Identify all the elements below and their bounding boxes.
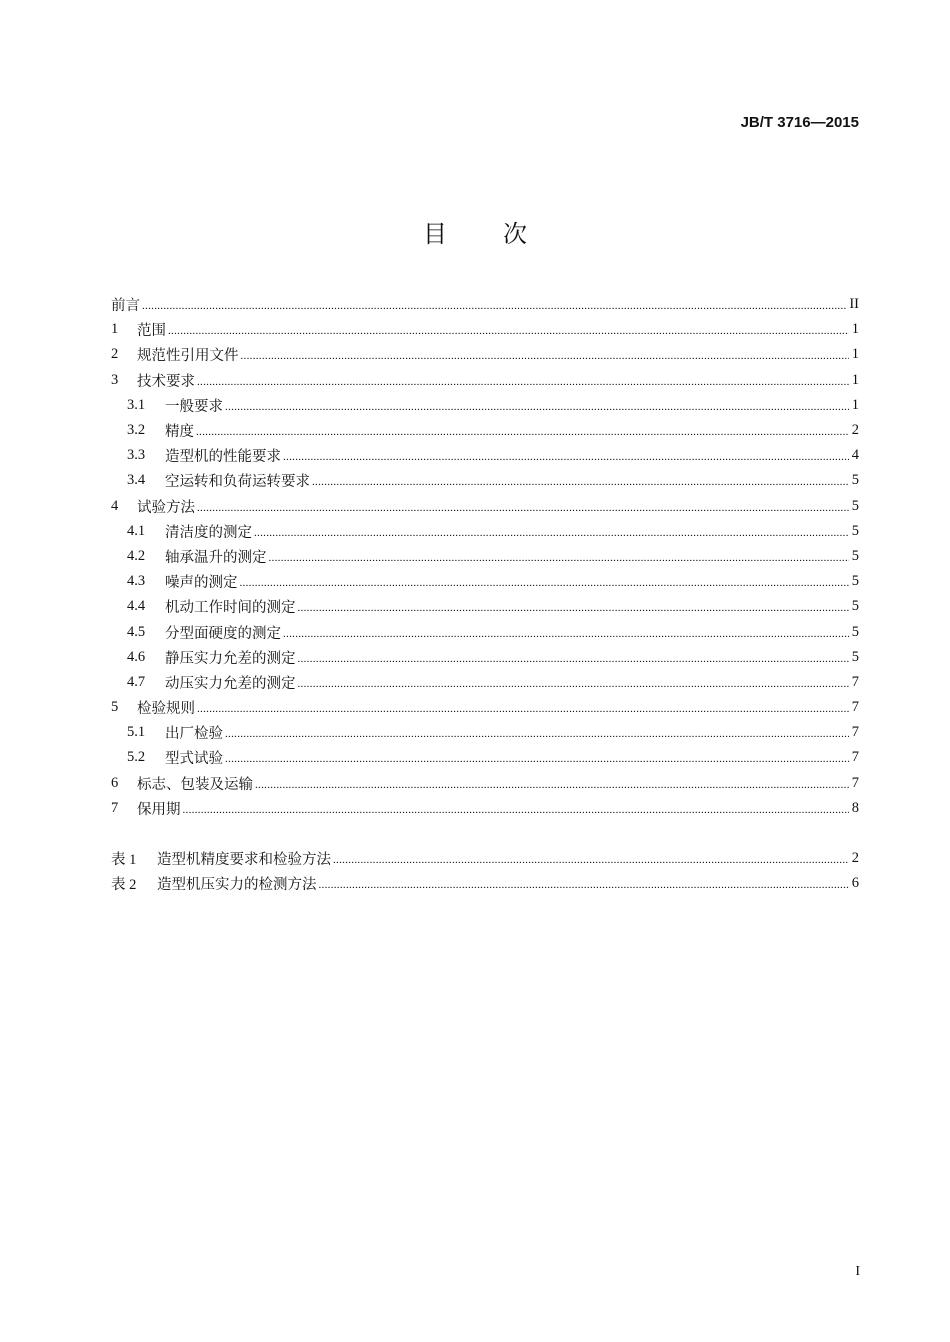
toc-entry[interactable] [111,393,859,418]
page-title [0,214,950,249]
entry-number: 5.1 [127,724,146,741]
toc-entry[interactable] [111,796,859,821]
entry-page: 7 [851,673,859,690]
entry-number: 4.3 [127,573,146,590]
entry-title: 保用期 [137,801,181,818]
dot-leader [225,725,849,742]
entry-page: 1 [851,371,859,388]
entry-number: 4.4 [127,598,146,615]
entry-title: 分型面硬度的测定 [165,625,281,642]
toc-entry[interactable] [111,645,859,670]
entry-page: 1 [851,321,859,338]
entry-number: 5 [111,699,119,716]
entry-title: 检验规则 [137,701,195,718]
entry-page: 5 [851,522,859,539]
entry-number: 4.6 [127,648,146,665]
dot-leader [225,398,849,415]
entry-page: 1 [851,346,859,363]
entry-title: 动压实力允差的测定 [165,675,296,692]
toc-entry[interactable] [111,317,859,342]
standard-number: JB/T 3716—2015 [740,114,859,131]
dot-leader [283,625,849,642]
toc-entry[interactable] [111,494,859,519]
entry-title: 精度 [165,424,194,441]
toc-entry[interactable] [111,292,859,317]
spacer [111,821,859,846]
entry-page: 5 [851,598,859,615]
entry-page: 5 [851,472,859,489]
toc-entry[interactable] [111,443,859,468]
entry-title: 造型机的性能要求 [165,449,281,466]
toc-entry[interactable] [111,468,859,493]
entry-number: 7 [111,799,119,816]
dot-leader [196,423,849,440]
entry-number: 4.1 [127,522,146,539]
entry-page: 7 [851,749,859,766]
entry-number: 3.2 [127,422,146,439]
entry-page: 5 [851,623,859,640]
entry-title: 型式试验 [165,751,223,768]
dot-leader [142,297,847,314]
dot-leader [240,574,850,591]
toc-entry[interactable] [111,544,859,569]
toc-entry[interactable] [111,368,859,393]
toc-entry[interactable] [111,771,859,796]
toc-entry[interactable] [111,670,859,695]
entry-title: 一般要求 [165,398,223,415]
toc-entry[interactable] [111,418,859,443]
toc-entry[interactable] [111,342,859,367]
entry-page: 4 [851,447,859,464]
entry-page: 7 [851,724,859,741]
dot-leader [269,549,850,566]
entry-page: 2 [851,850,859,867]
entry-number: 2 [111,346,119,363]
entry-title: 标志、包装及运输 [137,776,253,793]
dot-leader [225,750,849,767]
entry-page: 1 [851,396,859,413]
entry-number: 3.3 [127,447,146,464]
toc-entry[interactable] [111,846,859,871]
title-char: 目 [423,222,447,248]
entry-title: 试验方法 [137,499,195,516]
entry-title: 规范性引用文件 [137,348,239,365]
entry-number: 3.1 [127,396,146,413]
toc-entry[interactable] [111,720,859,745]
entry-title: 造型机精度要求和检验方法 [157,852,331,869]
toc-entry[interactable] [111,569,859,594]
dot-leader [298,599,850,616]
toc-entry[interactable] [111,871,859,896]
page-number: I [855,1264,860,1279]
entry-page: 5 [851,497,859,514]
dot-leader [333,851,849,868]
entry-number: 4.2 [127,547,146,564]
entry-number: 表 2 [111,877,137,894]
toc-entry[interactable] [111,519,859,544]
dot-leader [197,499,849,516]
entry-title: 出厂检验 [165,726,223,743]
entry-number: 表 1 [111,852,137,869]
entry-title: 噪声的测定 [165,575,238,592]
entry-title: 空运转和负荷运转要求 [165,474,310,491]
table-of-contents [111,292,859,896]
dot-leader [241,347,850,364]
dot-leader [298,675,850,692]
entry-number: 3.4 [127,472,146,489]
entry-title: 清洁度的测定 [165,524,252,541]
entry-number: 3 [111,371,119,388]
dot-leader [255,776,849,793]
entry-page: 2 [851,422,859,439]
entry-title: 静压实力允差的测定 [165,650,296,667]
entry-number: 6 [111,774,119,791]
dot-leader [312,473,849,490]
entry-page: 5 [851,573,859,590]
entry-page: 5 [851,648,859,665]
entry-number: 4.5 [127,623,146,640]
title-char: 次 [503,222,527,248]
dot-leader [168,322,849,339]
dot-leader [319,876,850,893]
entry-number: 5.2 [127,749,146,766]
entry-page: 5 [851,547,859,564]
dot-leader [254,524,849,541]
entry-page: 6 [851,875,859,892]
entry-title: 技术要求 [137,373,195,390]
toc-entry[interactable] [111,594,859,619]
entry-title: 机动工作时间的测定 [165,600,296,617]
toc-entry[interactable] [111,619,859,644]
dot-leader [197,700,849,717]
entry-number: 4.7 [127,673,146,690]
entry-page: 7 [851,699,859,716]
dot-leader [283,448,849,465]
toc-entry[interactable] [111,745,859,770]
dot-leader [183,801,850,818]
entry-page: 8 [851,799,859,816]
entry-number: 4 [111,497,119,514]
dot-leader [197,373,849,390]
entry-number: 1 [111,321,119,338]
toc-entry[interactable] [111,695,859,720]
entry-title: 范围 [137,323,166,340]
entry-title: 前言 [111,298,140,315]
entry-page: II [849,296,859,313]
dot-leader [298,650,850,667]
entry-title: 造型机压实力的检测方法 [157,877,317,894]
entry-title: 轴承温升的测定 [165,549,267,566]
entry-page: 7 [851,774,859,791]
